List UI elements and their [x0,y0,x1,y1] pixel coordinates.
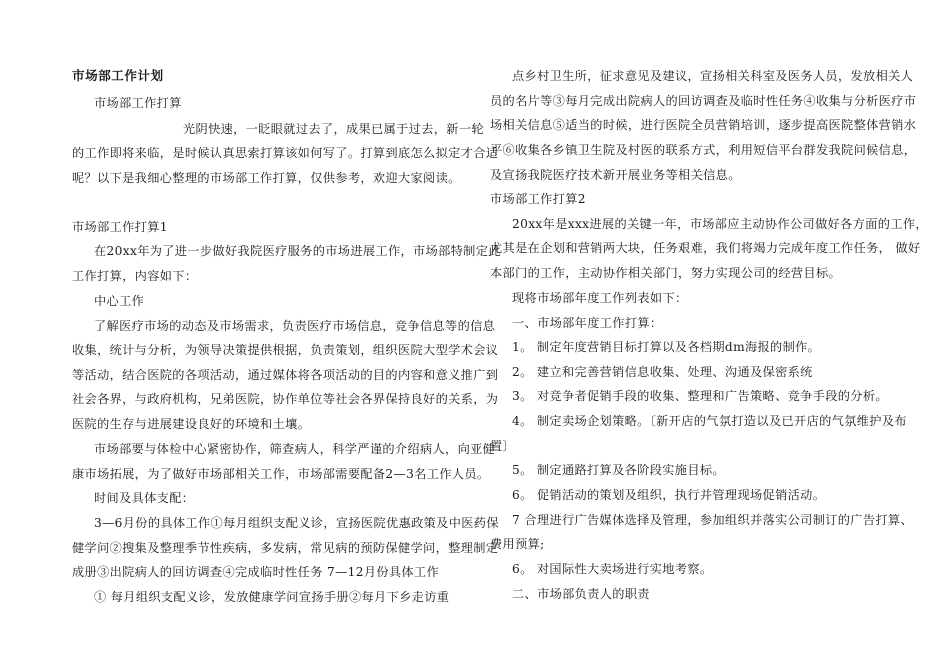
section1-heading: 一、市场部年度工作打算： [512,316,663,330]
section2-heading: 二、市场部负责人的职责 [512,587,650,601]
paragraph-line: 工作打算，内容如下： [72,269,198,283]
paragraph-line: 平⑥收集各乡镇卫生院及村医的联系方式，利用短信平台群发我院问候信息， [490,143,917,157]
paragraph-line: 点乡村卫生所，征求意见及建议，宣扬相关科室及医务人员，发放相关人 [512,69,914,83]
list-item: 1。 制定年度营销目标打算以及各档期dm海报的制作。 [512,340,821,354]
table-intro: 现将市场部年度工作列表如下： [512,291,688,305]
paragraph-line: 医院的生存与进展建设良好的环境和土壤。 [72,417,311,431]
list-item: 费用预算; [490,537,545,551]
paragraph-line: 社会各界，与政府机构，兄弟医院，协作单位等社会各界保持良好的关系，为 [72,392,499,406]
paragraph-line: 了解医疗市场的动态及市场需求，负责医疗市场信息，竞争信息等的信息 [94,319,496,333]
paragraph-line: ① 每月组织支配义诊，发放健康学问宣扬手册②每月下乡走访重 [94,590,450,604]
paragraph-line: 成册③出院病人的回访调查④完成临时性任务 7—12月份具体工作 [72,565,440,579]
intro-line: 呢？以下是我细心整理的市场部工作打算，仅供参考，欢迎大家阅读。 [72,171,461,185]
paragraph-line: 3—6月份的具体工作①每月组织支配义诊，宣扬医院优惠政策及中医药保 [94,516,499,530]
paragraph-line: 在20xx年为了进一步做好我院医疗服务的市场进展工作，市场部特制定此 [94,244,501,258]
paragraph-line: 及宣扬我院医疗技术新开展业务等相关信息。 [490,168,741,182]
list-item: 3。 对竞争者促销手段的收集、整理和广告策略、竞争手段的分析。 [512,389,888,403]
list-item: 5。 制定通路打算及各阶段实施目标。 [512,463,725,477]
paragraph-line: 本部门的工作，主动协作相关部门，努力实现公司的经营目标。 [490,266,842,280]
intro-line: 光阴快速，一眨眼就过去了，成果已属于过去，新一轮 [183,122,484,136]
schedule-heading: 时间及具体支配： [94,491,195,505]
list-item: 7 合理进行广告媒体选择及管理，参加组织并落实公司制订的广告打算、 [512,513,913,527]
paragraph-line: 健学问②搜集及整理季节性疾病，多发病，常见病的预防保健学问，整理制定 [72,541,499,555]
paragraph-line: 康市场拓展，为了做好市场部相关工作，市场部需要配备2—3名工作人员。 [72,467,490,481]
plan1-heading: 市场部工作打算1 [72,220,168,234]
list-item: 2。 建立和完善营销信息收集、处理、沟通及保密系统 [512,365,813,379]
paragraph-line: 尤其是在企划和营销两大块，任务艰难，我们将竭力完成年度工作任务， 做好 [490,241,921,255]
document-title: 市场部工作计划 [72,68,164,83]
paragraph-line: 收集，统计与分析，为领导决策提供根据，负责策划，组织医院大型学术会议 [72,343,499,357]
plan2-heading: 市场部工作打算2 [490,192,586,206]
paragraph-line: 员的名片等③每月完成出院病人的回访调查及临时性任务④收集与分析医疗市 [490,94,917,108]
paragraph-line: 市场部要与体检中心紧密协作，筛查病人，科学严谨的介绍病人，向亚健 [94,442,496,456]
list-item: 6。 促销活动的策划及组织，执行并管理现场促销活动。 [512,488,826,502]
paragraph-line: 等活动，结合医院的各项活动，通过媒体将各项活动的目的内容和意义推广到 [72,368,499,382]
center-heading: 中心工作 [94,294,145,308]
list-item: 6。 对国际性大卖场进行实地考察。 [512,562,713,576]
paragraph-line: 场相关信息⑤适当的时候，进行医院全员营销培训，逐步提高医院整体营销水 [490,118,917,132]
paragraph-line: 20xx年是xxx进展的关键一年，市场部应主动协作公司做好各方面的工作， [512,217,928,231]
list-item: 4。 制定卖场企划策略。〔新开店的气氛打造以及已开店的气氛维护及布 [512,414,907,428]
subtitle: 市场部工作打算 [94,96,182,110]
list-item: 置〕 [490,439,516,453]
intro-line: 的工作即将来临，是时候认真思索打算该如何写了。打算到底怎么拟定才合适 [72,146,499,160]
